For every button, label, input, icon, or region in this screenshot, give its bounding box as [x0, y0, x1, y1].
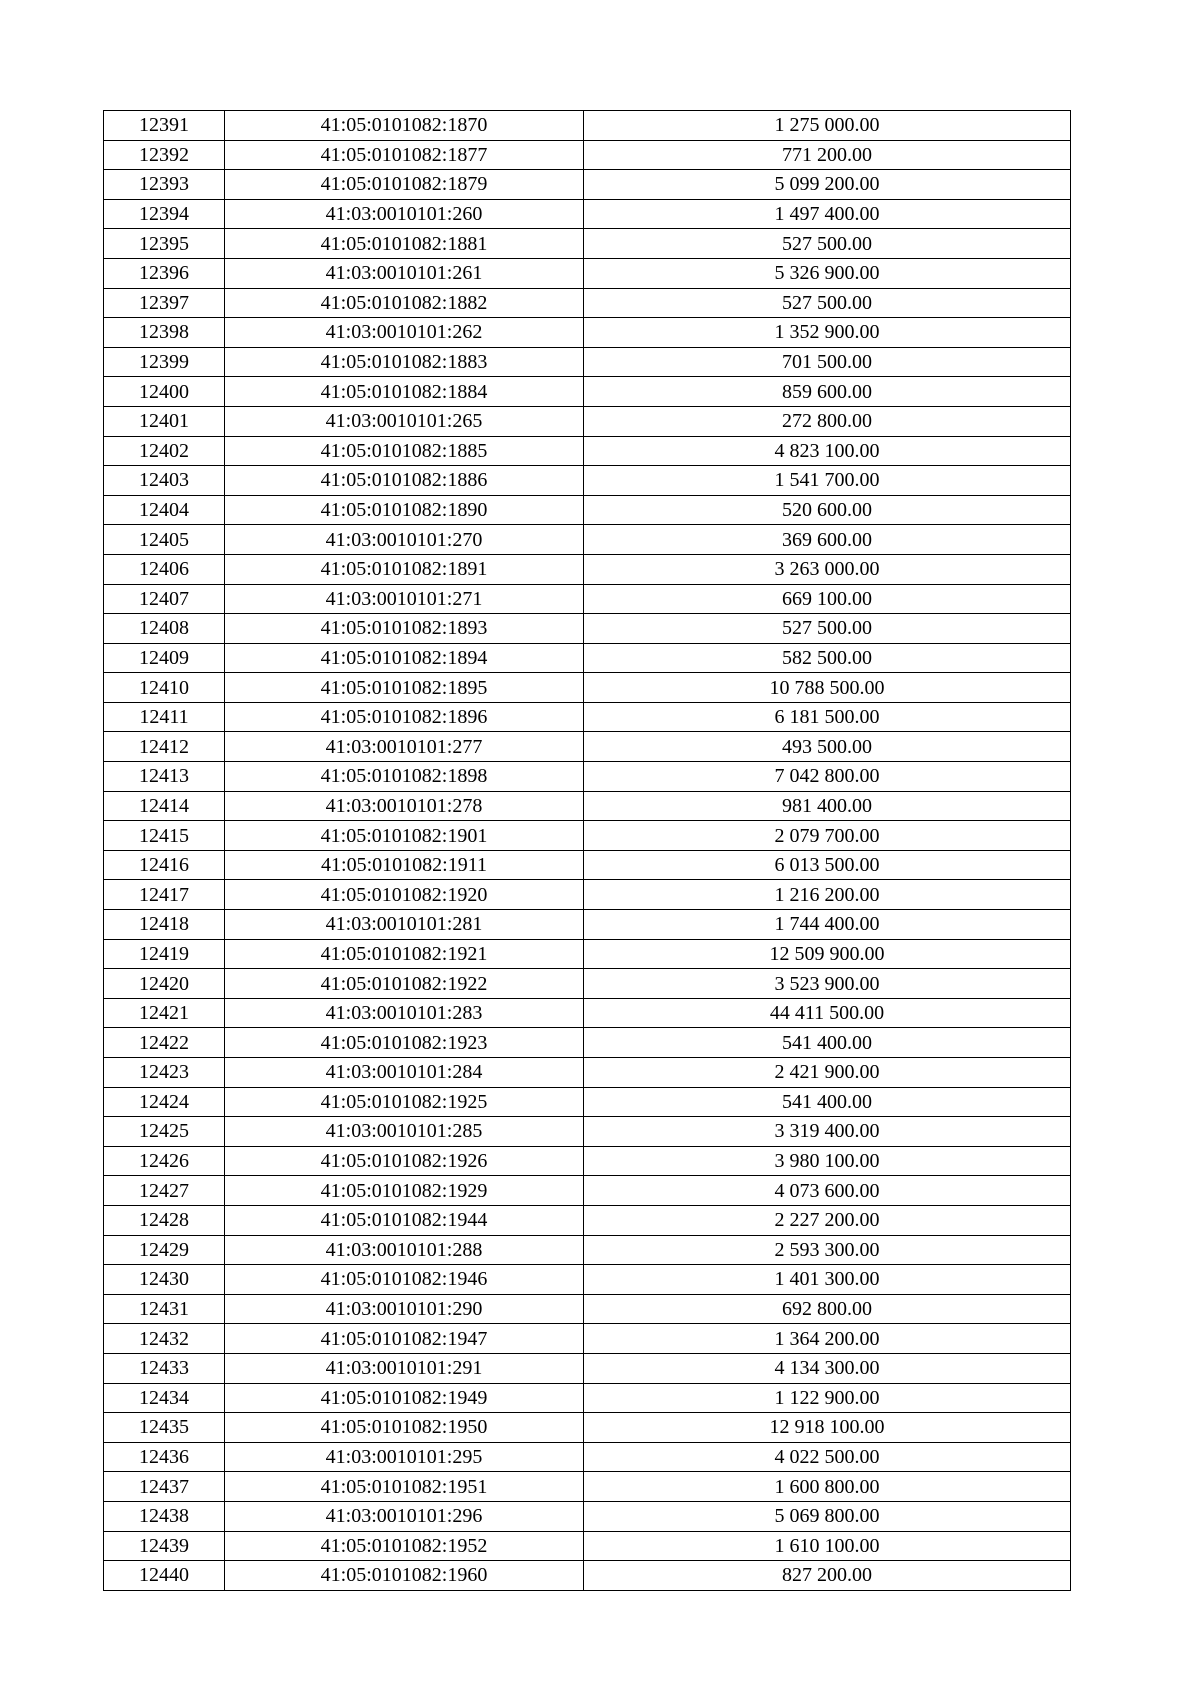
row-number-cell: 12431 — [104, 1294, 225, 1324]
cadastral-number-cell: 41:03:0010101:295 — [225, 1442, 584, 1472]
cadastral-number-cell: 41:05:0101082:1949 — [225, 1383, 584, 1413]
row-number-cell: 12404 — [104, 495, 225, 525]
row-number-cell: 12438 — [104, 1501, 225, 1531]
cadastral-number-cell: 41:05:0101082:1951 — [225, 1472, 584, 1502]
table-row — [104, 318, 1071, 348]
table-row — [104, 1501, 1071, 1531]
row-number-cell: 12407 — [104, 584, 225, 614]
table-row — [104, 377, 1071, 407]
row-number-cell: 12415 — [104, 821, 225, 851]
cadastral-value-cell: 6 013 500.00 — [584, 850, 1071, 880]
row-number-cell: 12436 — [104, 1442, 225, 1472]
cadastral-number-cell: 41:05:0101082:1944 — [225, 1205, 584, 1235]
row-number-cell: 12421 — [104, 998, 225, 1028]
row-number-cell: 12412 — [104, 732, 225, 762]
cadastral-number-cell: 41:03:0010101:290 — [225, 1294, 584, 1324]
cadastral-value-cell: 520 600.00 — [584, 495, 1071, 525]
row-number-cell: 12391 — [104, 111, 225, 141]
table-row — [104, 584, 1071, 614]
row-number-cell: 12396 — [104, 258, 225, 288]
table-row — [104, 1442, 1071, 1472]
cadastral-number-cell: 41:05:0101082:1891 — [225, 554, 584, 584]
row-number-cell: 12400 — [104, 377, 225, 407]
table-row — [104, 1324, 1071, 1354]
table-row — [104, 850, 1071, 880]
row-number-cell: 12433 — [104, 1353, 225, 1383]
cadastral-number-cell: 41:03:0010101:281 — [225, 910, 584, 940]
table-row — [104, 1531, 1071, 1561]
cadastral-value-table — [103, 110, 1071, 1591]
row-number-cell: 12414 — [104, 791, 225, 821]
cadastral-number-cell: 41:05:0101082:1921 — [225, 939, 584, 969]
cadastral-number-cell: 41:03:0010101:296 — [225, 1501, 584, 1531]
row-number-cell: 12419 — [104, 939, 225, 969]
table-row — [104, 111, 1071, 141]
cadastral-number-cell: 41:05:0101082:1911 — [225, 850, 584, 880]
cadastral-value-cell: 10 788 500.00 — [584, 673, 1071, 703]
cadastral-number-cell: 41:03:0010101:285 — [225, 1117, 584, 1147]
cadastral-value-cell: 981 400.00 — [584, 791, 1071, 821]
row-number-cell: 12409 — [104, 643, 225, 673]
row-number-cell: 12394 — [104, 199, 225, 229]
table-body — [104, 111, 1071, 1591]
table-row — [104, 1383, 1071, 1413]
row-number-cell: 12413 — [104, 762, 225, 792]
cadastral-value-cell: 1 122 900.00 — [584, 1383, 1071, 1413]
cadastral-value-cell: 1 600 800.00 — [584, 1472, 1071, 1502]
cadastral-value-cell: 1 497 400.00 — [584, 199, 1071, 229]
table-row — [104, 791, 1071, 821]
cadastral-value-cell: 2 593 300.00 — [584, 1235, 1071, 1265]
cadastral-number-cell: 41:03:0010101:260 — [225, 199, 584, 229]
table-row — [104, 1087, 1071, 1117]
row-number-cell: 12440 — [104, 1561, 225, 1591]
table-row — [104, 1058, 1071, 1088]
table-row — [104, 998, 1071, 1028]
cadastral-number-cell: 41:05:0101082:1877 — [225, 140, 584, 170]
row-number-cell: 12439 — [104, 1531, 225, 1561]
cadastral-value-cell: 1 401 300.00 — [584, 1265, 1071, 1295]
table-row — [104, 170, 1071, 200]
table-row — [104, 406, 1071, 436]
cadastral-number-cell: 41:05:0101082:1946 — [225, 1265, 584, 1295]
cadastral-value-cell: 3 980 100.00 — [584, 1146, 1071, 1176]
cadastral-value-cell: 1 541 700.00 — [584, 466, 1071, 496]
row-number-cell: 12410 — [104, 673, 225, 703]
table-row — [104, 969, 1071, 999]
cadastral-number-cell: 41:03:0010101:278 — [225, 791, 584, 821]
cadastral-number-cell: 41:03:0010101:261 — [225, 258, 584, 288]
table-row — [104, 199, 1071, 229]
cadastral-number-cell: 41:03:0010101:291 — [225, 1353, 584, 1383]
table-row — [104, 732, 1071, 762]
row-number-cell: 12397 — [104, 288, 225, 318]
cadastral-value-cell: 1 275 000.00 — [584, 111, 1071, 141]
row-number-cell: 12392 — [104, 140, 225, 170]
table-row — [104, 1117, 1071, 1147]
row-number-cell: 12429 — [104, 1235, 225, 1265]
cadastral-value-cell: 369 600.00 — [584, 525, 1071, 555]
cadastral-value-cell: 3 523 900.00 — [584, 969, 1071, 999]
cadastral-number-cell: 41:03:0010101:277 — [225, 732, 584, 762]
table-row — [104, 1294, 1071, 1324]
cadastral-number-cell: 41:05:0101082:1886 — [225, 466, 584, 496]
cadastral-value-cell: 5 069 800.00 — [584, 1501, 1071, 1531]
cadastral-value-cell: 1 744 400.00 — [584, 910, 1071, 940]
cadastral-number-cell: 41:05:0101082:1926 — [225, 1146, 584, 1176]
row-number-cell: 12425 — [104, 1117, 225, 1147]
cadastral-value-cell: 4 134 300.00 — [584, 1353, 1071, 1383]
table-row — [104, 1028, 1071, 1058]
cadastral-number-cell: 41:05:0101082:1920 — [225, 880, 584, 910]
table-row — [104, 554, 1071, 584]
table-row — [104, 1353, 1071, 1383]
row-number-cell: 12406 — [104, 554, 225, 584]
cadastral-number-cell: 41:03:0010101:284 — [225, 1058, 584, 1088]
cadastral-value-cell: 44 411 500.00 — [584, 998, 1071, 1028]
cadastral-value-cell: 527 500.00 — [584, 614, 1071, 644]
table-row — [104, 643, 1071, 673]
table-row — [104, 1176, 1071, 1206]
table-row — [104, 258, 1071, 288]
row-number-cell: 12422 — [104, 1028, 225, 1058]
row-number-cell: 12427 — [104, 1176, 225, 1206]
cadastral-number-cell: 41:03:0010101:288 — [225, 1235, 584, 1265]
cadastral-value-cell: 4 022 500.00 — [584, 1442, 1071, 1472]
cadastral-value-cell: 2 079 700.00 — [584, 821, 1071, 851]
row-number-cell: 12417 — [104, 880, 225, 910]
row-number-cell: 12434 — [104, 1383, 225, 1413]
cadastral-number-cell: 41:05:0101082:1883 — [225, 347, 584, 377]
table-row — [104, 762, 1071, 792]
cadastral-value-cell: 12 509 900.00 — [584, 939, 1071, 969]
cadastral-value-cell: 4 823 100.00 — [584, 436, 1071, 466]
cadastral-number-cell: 41:05:0101082:1881 — [225, 229, 584, 259]
table-row — [104, 1235, 1071, 1265]
row-number-cell: 12428 — [104, 1205, 225, 1235]
table-row — [104, 821, 1071, 851]
cadastral-number-cell: 41:05:0101082:1901 — [225, 821, 584, 851]
cadastral-value-cell: 7 042 800.00 — [584, 762, 1071, 792]
row-number-cell: 12418 — [104, 910, 225, 940]
table-row — [104, 939, 1071, 969]
cadastral-value-cell: 3 263 000.00 — [584, 554, 1071, 584]
row-number-cell: 12401 — [104, 406, 225, 436]
cadastral-number-cell: 41:05:0101082:1895 — [225, 673, 584, 703]
row-number-cell: 12432 — [104, 1324, 225, 1354]
row-number-cell: 12395 — [104, 229, 225, 259]
cadastral-value-cell: 5 099 200.00 — [584, 170, 1071, 200]
cadastral-value-cell: 4 073 600.00 — [584, 1176, 1071, 1206]
cadastral-number-cell: 41:05:0101082:1960 — [225, 1561, 584, 1591]
cadastral-value-cell: 2 421 900.00 — [584, 1058, 1071, 1088]
cadastral-number-cell: 41:05:0101082:1952 — [225, 1531, 584, 1561]
cadastral-number-cell: 41:05:0101082:1950 — [225, 1413, 584, 1443]
cadastral-value-cell: 692 800.00 — [584, 1294, 1071, 1324]
row-number-cell: 12398 — [104, 318, 225, 348]
cadastral-value-cell: 493 500.00 — [584, 732, 1071, 762]
cadastral-number-cell: 41:05:0101082:1882 — [225, 288, 584, 318]
cadastral-value-cell: 859 600.00 — [584, 377, 1071, 407]
table-row — [104, 229, 1071, 259]
row-number-cell: 12430 — [104, 1265, 225, 1295]
cadastral-number-cell: 41:05:0101082:1929 — [225, 1176, 584, 1206]
row-number-cell: 12408 — [104, 614, 225, 644]
row-number-cell: 12416 — [104, 850, 225, 880]
cadastral-value-cell: 5 326 900.00 — [584, 258, 1071, 288]
cadastral-value-cell: 541 400.00 — [584, 1087, 1071, 1117]
cadastral-value-cell: 527 500.00 — [584, 288, 1071, 318]
row-number-cell: 12424 — [104, 1087, 225, 1117]
row-number-cell: 12405 — [104, 525, 225, 555]
cadastral-number-cell: 41:05:0101082:1884 — [225, 377, 584, 407]
table-row — [104, 910, 1071, 940]
table-row — [104, 436, 1071, 466]
cadastral-value-cell: 527 500.00 — [584, 229, 1071, 259]
row-number-cell: 12403 — [104, 466, 225, 496]
cadastral-value-cell: 1 364 200.00 — [584, 1324, 1071, 1354]
table-row — [104, 880, 1071, 910]
cadastral-number-cell: 41:03:0010101:265 — [225, 406, 584, 436]
row-number-cell: 12420 — [104, 969, 225, 999]
cadastral-value-cell: 669 100.00 — [584, 584, 1071, 614]
cadastral-value-cell: 272 800.00 — [584, 406, 1071, 436]
table-row — [104, 466, 1071, 496]
cadastral-number-cell: 41:05:0101082:1879 — [225, 170, 584, 200]
cadastral-number-cell: 41:05:0101082:1898 — [225, 762, 584, 792]
cadastral-value-cell: 6 181 500.00 — [584, 702, 1071, 732]
cadastral-number-cell: 41:03:0010101:262 — [225, 318, 584, 348]
table-row — [104, 1561, 1071, 1591]
row-number-cell: 12435 — [104, 1413, 225, 1443]
table-row — [104, 140, 1071, 170]
cadastral-value-cell: 1 352 900.00 — [584, 318, 1071, 348]
row-number-cell: 12437 — [104, 1472, 225, 1502]
cadastral-number-cell: 41:05:0101082:1885 — [225, 436, 584, 466]
cadastral-number-cell: 41:05:0101082:1922 — [225, 969, 584, 999]
cadastral-value-cell: 12 918 100.00 — [584, 1413, 1071, 1443]
cadastral-number-cell: 41:05:0101082:1870 — [225, 111, 584, 141]
cadastral-value-cell: 2 227 200.00 — [584, 1205, 1071, 1235]
cadastral-number-cell: 41:05:0101082:1890 — [225, 495, 584, 525]
cadastral-number-cell: 41:05:0101082:1896 — [225, 702, 584, 732]
cadastral-value-cell: 3 319 400.00 — [584, 1117, 1071, 1147]
cadastral-value-cell: 701 500.00 — [584, 347, 1071, 377]
cadastral-number-cell: 41:03:0010101:270 — [225, 525, 584, 555]
table-row — [104, 614, 1071, 644]
cadastral-value-cell: 1 610 100.00 — [584, 1531, 1071, 1561]
table-row — [104, 702, 1071, 732]
table-row — [104, 1472, 1071, 1502]
cadastral-number-cell: 41:05:0101082:1894 — [225, 643, 584, 673]
table-row — [104, 495, 1071, 525]
row-number-cell: 12393 — [104, 170, 225, 200]
table-row — [104, 1413, 1071, 1443]
cadastral-number-cell: 41:05:0101082:1947 — [225, 1324, 584, 1354]
cadastral-number-cell: 41:05:0101082:1925 — [225, 1087, 584, 1117]
table-row — [104, 1146, 1071, 1176]
row-number-cell: 12423 — [104, 1058, 225, 1088]
table-row — [104, 1205, 1071, 1235]
cadastral-value-cell: 582 500.00 — [584, 643, 1071, 673]
row-number-cell: 12426 — [104, 1146, 225, 1176]
row-number-cell: 12399 — [104, 347, 225, 377]
cadastral-value-cell: 541 400.00 — [584, 1028, 1071, 1058]
cadastral-number-cell: 41:05:0101082:1893 — [225, 614, 584, 644]
table-row — [104, 347, 1071, 377]
cadastral-number-cell: 41:03:0010101:283 — [225, 998, 584, 1028]
table-row — [104, 1265, 1071, 1295]
row-number-cell: 12411 — [104, 702, 225, 732]
cadastral-number-cell: 41:03:0010101:271 — [225, 584, 584, 614]
cadastral-value-cell: 771 200.00 — [584, 140, 1071, 170]
table-row — [104, 288, 1071, 318]
table-row — [104, 525, 1071, 555]
cadastral-number-cell: 41:05:0101082:1923 — [225, 1028, 584, 1058]
table-row — [104, 673, 1071, 703]
row-number-cell: 12402 — [104, 436, 225, 466]
cadastral-value-cell: 827 200.00 — [584, 1561, 1071, 1591]
cadastral-value-cell: 1 216 200.00 — [584, 880, 1071, 910]
